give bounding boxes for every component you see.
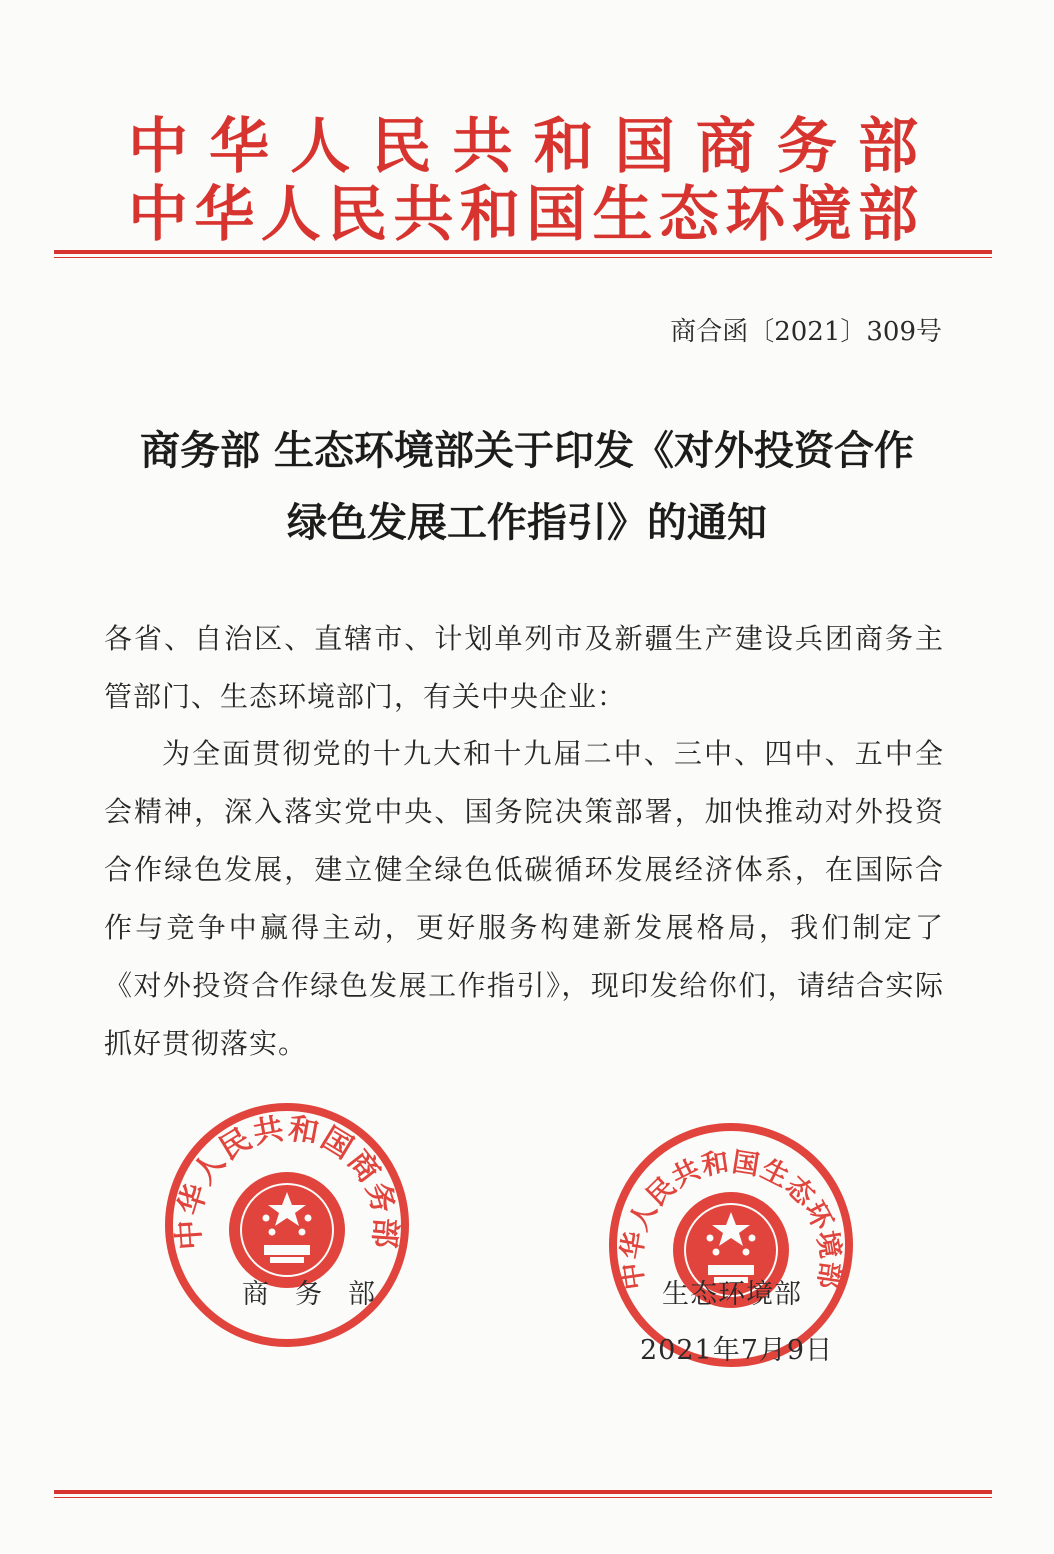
signature-ecology: 生态环境部	[662, 1279, 802, 1310]
issuer-header-commerce: 中华人民共和国商务部	[128, 112, 918, 182]
seal-ring-text: 中华人民共和国商务部	[171, 1111, 403, 1251]
body-paragraph: 为全面贯彻党的十九大和十九届二中、三中、四中、五中全会精神，深入落实党中央、国务院决策部署，加快推动对外投资合作绿色发展，建立健全绿色低碳循环发展经济体系，在国际合作与竞争中赢得主动，更好服务构建新发展格局，我们制定了《对外投资合作绿色发展工作指引》，现印发给你们，请结合实际抓好贯彻落实。	[104, 737, 944, 1060]
commerce-ministry-seal	[162, 1100, 412, 1350]
header-red-rule	[54, 250, 992, 258]
national-emblem-icon	[229, 1172, 345, 1288]
document-number: 商合函〔2021〕309号	[670, 317, 942, 347]
issue-date: 2021年7月9日	[640, 1335, 834, 1366]
document-title-line-2: 绿色发展工作指引》的通知	[287, 500, 767, 546]
document-title-line-1: 商务部 生态环境部关于印发《对外投资合作	[140, 428, 914, 474]
signature-commerce: 商务部	[242, 1279, 401, 1310]
issuer-header-ecology: 中华人民共和国生态环境部	[128, 180, 918, 250]
addressee: 各省、自治区、直辖市、计划单列市及新疆生产建设兵团商务主管部门、生态环境部门，有关中央企业：	[104, 622, 944, 713]
ecology-ministry-seal	[606, 1120, 856, 1370]
seal-ring-text: 中华人民共和国生态环境部	[616, 1146, 846, 1292]
footer-red-rule	[54, 1490, 992, 1498]
